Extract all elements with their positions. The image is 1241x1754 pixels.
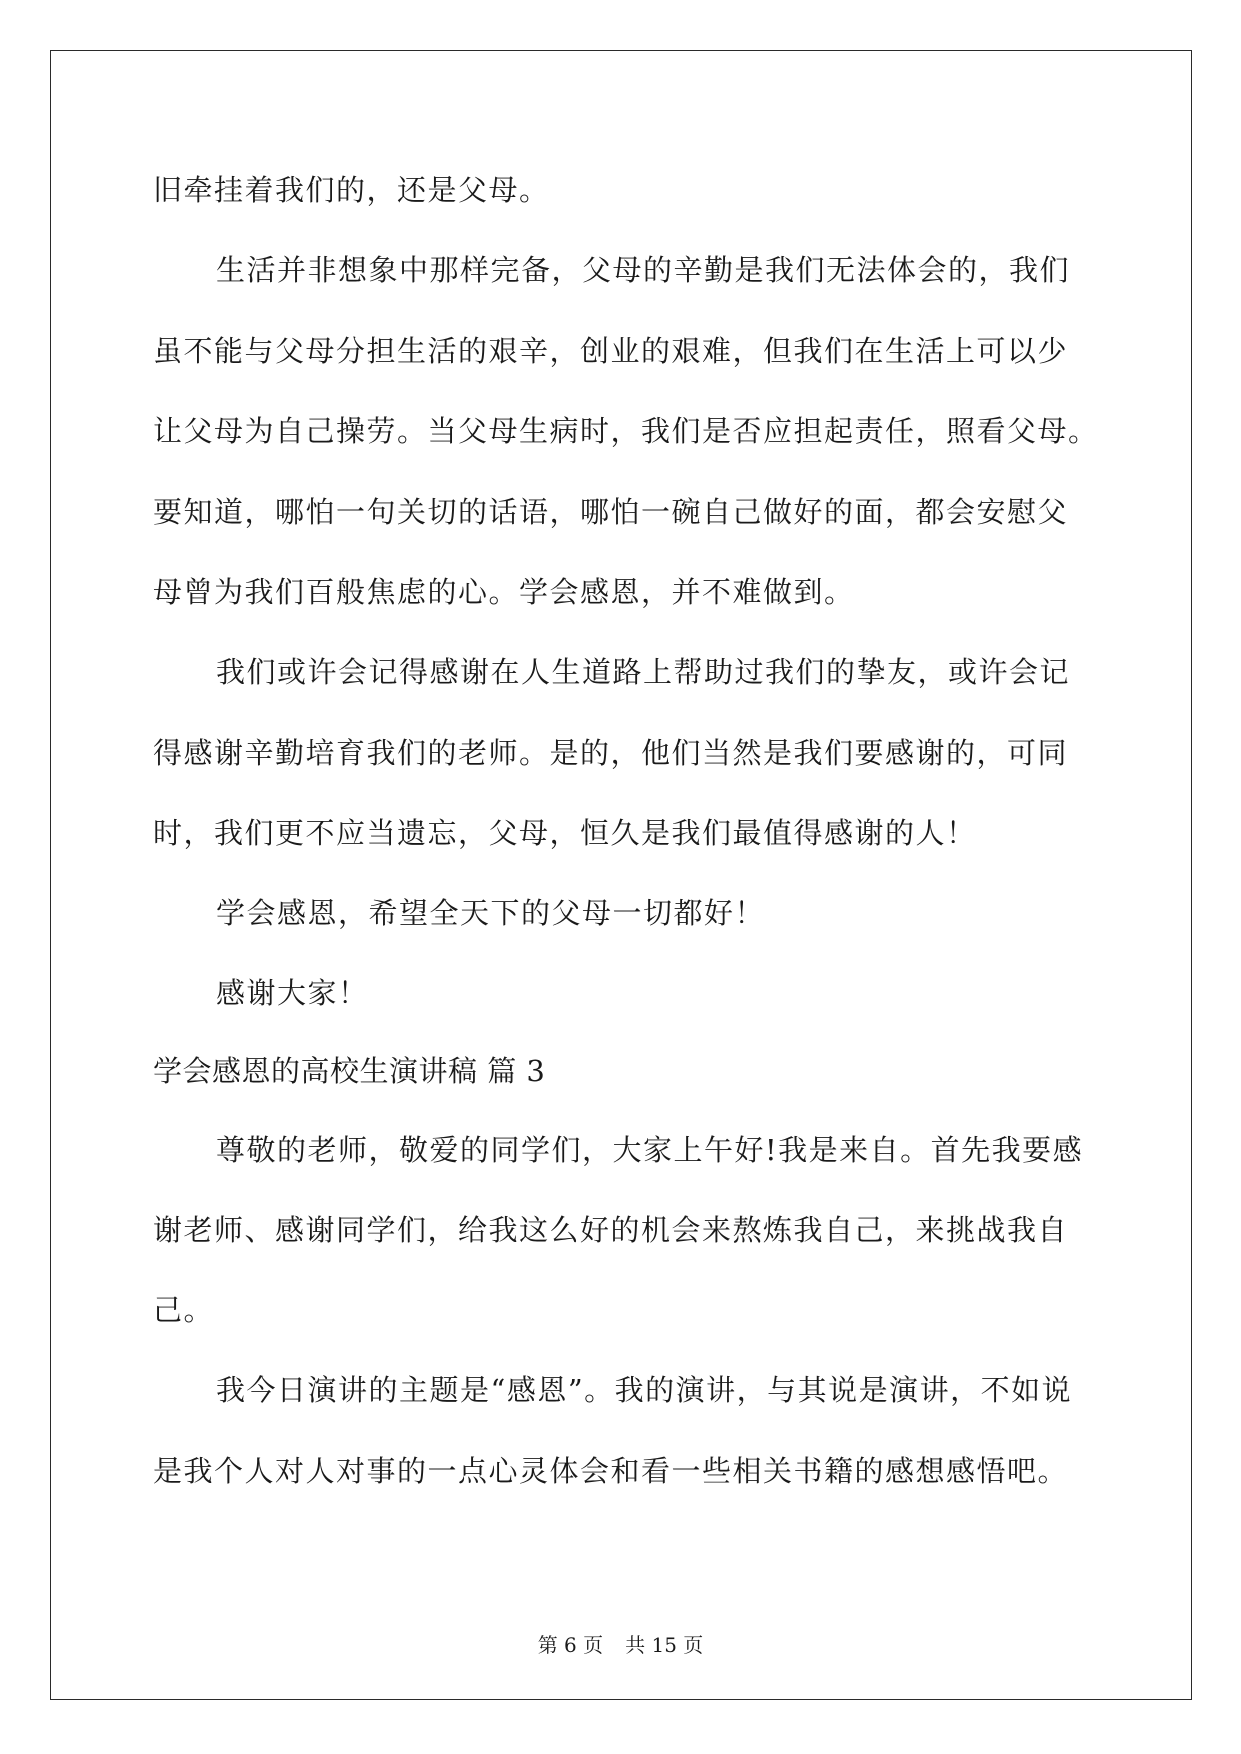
- paragraph-first-line: 尊敬的老师，敬爱的同学们，大家上午好!我是来自。首先我要感: [216, 1133, 1084, 1167]
- body-line: 得感谢辛勤培育我们的老师。是的，他们当然是我们要感谢的，可同: [153, 736, 1069, 770]
- page-number: 第 6 页: [537, 1633, 604, 1657]
- paragraph-first-line: 学会感恩，希望全天下的父母一切都好！: [216, 896, 766, 930]
- body-line: 母曾为我们百般焦虑的心。学会感恩，并不难做到。: [153, 575, 855, 609]
- body-line: 是我个人对人对事的一点心灵体会和看一些相关书籍的感想感悟吧。: [153, 1454, 1069, 1488]
- paragraph-first-line: 生活并非想象中那样完备，父母的辛勤是我们无法体会的，我们: [216, 253, 1071, 287]
- body-line: 虽不能与父母分担生活的艰辛，创业的艰难，但我们在生活上可以少: [153, 334, 1069, 368]
- body-line: 时，我们更不应当遗忘，父母，恒久是我们最值得感谢的人！: [153, 816, 977, 850]
- body-line: 让父母为自己操劳。当父母生病时，我们是否应担起责任，照看父母。: [153, 414, 1099, 448]
- paragraph-first-line: 我今日演讲的主题是“感恩”。我的演讲，与其说是演讲，不如说: [216, 1373, 1073, 1407]
- paragraph-first-line: 感谢大家！: [216, 976, 369, 1010]
- body-line: 谢老师、感谢同学们，给我这么好的机会来熬炼我自己，来挑战我自: [153, 1213, 1069, 1247]
- paragraph-first-line: 我们或许会记得感谢在人生道路上帮助过我们的挚友，或许会记: [216, 655, 1071, 689]
- body-line: 要知道，哪怕一句关切的话语，哪怕一碗自己做好的面，都会安慰父: [153, 495, 1069, 529]
- section-heading: 学会感恩的高校生演讲稿 篇 3: [153, 1054, 546, 1088]
- page-total: 共 15 页: [625, 1633, 704, 1657]
- body-line: 旧牵挂着我们的，还是父母。: [153, 173, 550, 207]
- body-line: 己。: [153, 1293, 215, 1327]
- page-footer: [0, 1633, 1241, 1657]
